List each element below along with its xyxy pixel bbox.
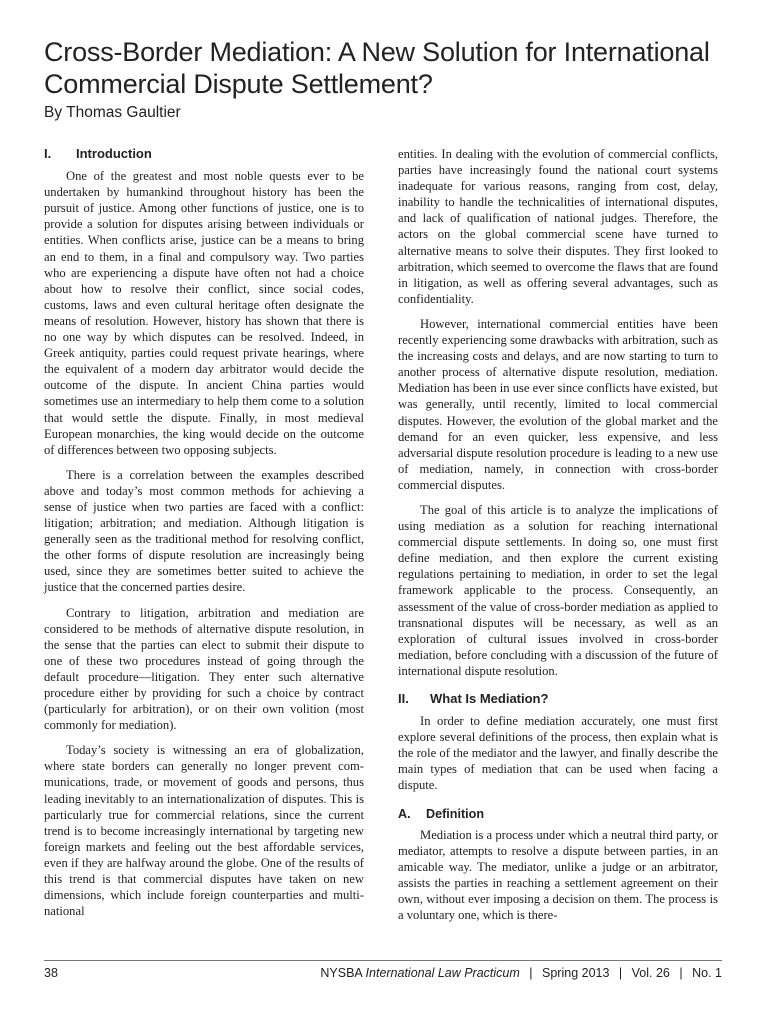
- paragraph: One of the greatest and most noble quests ever to be undertaken by humankind throughout history has been the pursuit of justice. Among other functions of justice, one is to provide a solution for disputes arising between individuals or entities. When conflicts arise, justice can be a means to bring an end to them, in a final and compulsory way. Two parties who are experiencing a dispute have often not had a choice about how to resolve their conflict, since social codes, customs, laws and even cultural heritage often designate the means of resolution. However, history has shown that there is no one way by which disputes can be resolved. Indeed, in Greek antiquity, parties could request private hearings, where the equivalent of a modern day arbitrator would decide the outcome of the dispute. In ancient China parties would sometimes use an intermediary to help them come to a solution that would settle the dispute. Finally, in most medieval European monarchies, the king would decide on the outcome of differences between two opposing subjects.: [44, 169, 364, 457]
- section-title: Introduction: [76, 146, 152, 161]
- section-number: II.: [398, 691, 409, 706]
- page-footer: [44, 966, 722, 980]
- left-column: [44, 146, 364, 928]
- issue-number: No. 1: [692, 966, 722, 980]
- subsection-heading-definition: [398, 806, 718, 822]
- footer-divider: [44, 960, 722, 961]
- section-title: What Is Mediation?: [430, 691, 549, 706]
- volume: Vol. 26: [631, 966, 670, 980]
- paragraph: However, international commercial entities have been recently experiencing some drawbacks with arbitration, such as the increasing costs and delays, and are now starting to turn to another process of alternative dispute resolution, mediation. Mediation has been in use ever since conflicts have existed, but was generally, until recently, limited to local commercial disputes. However, the evolution of the global market and the demand for an even quicker, less expensive, and less adversarial dispute resolution procedure is leading to a new use of mediation, namely, in connection with cross-border commercial disputes.: [398, 316, 718, 492]
- right-column: [398, 146, 718, 932]
- paragraph: entities. In dealing with the evolution of commercial conflicts, parties have increasingly found the national court systems inadequate for various reasons, ranging from cost, delay, inability to handle the technicalities of international disputes, and lack of qualification of national judges. Therefore, the actors on the global commercial scene have turned to alternative means to solve their disputes. They first looked to arbitration, which seemed to overcome the flaws that are found in litigation, as well as offering several advantages, such as confidentiality.: [398, 147, 718, 306]
- section-number: I.: [44, 146, 52, 161]
- section-heading-introduction: [44, 146, 364, 162]
- publisher: NYSBA: [320, 966, 363, 980]
- paragraph: The goal of this article is to analyze the implications of using mediation as a solution for reaching international commercial dispute settlements. In doing so, one must first define mediation, and then explore the current existing regulations pertaining to mediation, in order to set the legal framework applicable to the process. Consequently, an assessment of the value of cross-border mediation as applied to transnational disputes will be necessary, as well as an exploration of cultural issues involved in cross-border mediation, before concluding with a discussion of the future of international dispute resolution.: [398, 502, 718, 678]
- section-heading-what-is-mediation: [398, 691, 718, 707]
- separator: |: [679, 966, 683, 980]
- article-title: Cross-Border Mediation: A New Solution for International Commercial Dispute Settlement?: [44, 37, 710, 99]
- subsection-title: Definition: [426, 806, 485, 821]
- journal-name: International Law Practicum: [365, 966, 520, 980]
- article-author: By Thomas Gaultier: [44, 104, 181, 121]
- paragraph: There is a correlation between the examples described above and today’s most common methods for achieving a sense of justice when two parties are faced with a conflict: litigation; arbitration; and mediation. Although litigation is generally seen as the traditional method for resolving conflict, the other forms of dispute resolution are increasingly being used, since they are sometimes better suited to achieve the justice that the concerned parties desire.: [44, 467, 364, 595]
- page-number: 38: [44, 966, 58, 980]
- subsection-number: A.: [398, 806, 411, 821]
- paragraph: Today’s society is witnessing an era of globalization, where state borders can generally no longer prevent communications, trade, or movement of goods and persons, thus leading inevitably to an internationalization of disputes. This is particularly true for commercial relations, since the current trend is to become increasingly international by targeting new foreign markets and feeling out the best affordable services, even if they are halfway around the globe. One of the results of this trend is that commercial disputes have taken on new dimensions, which include foreign counterparties and multi-national: [44, 743, 364, 919]
- separator: |: [529, 966, 533, 980]
- paragraph: Contrary to litigation, arbitration and mediation are considered to be methods of alternative dispute resolution, in the sense that the parties can elect to submit their dispute to one of these two procedures instead of going through the default procedure—litigation. They enter such alternative procedure either by providing for such a choice by contract (particularly for arbitration), or on their own volition (most commonly for mediation).: [44, 605, 364, 733]
- paragraph: Mediation is a process under which a neutral third party, or mediator, attempts to resolve a dispute between parties, in an amicable way. The mediator, unlike a judge or an arbitrator, assists the parties in reaching a settlement agreement on their own, without ever imposing a decision on them. The process is a voluntary one, which is there-: [398, 827, 718, 923]
- paragraph: In order to define mediation accurately, one must first explore several definitions of the process, then explain what is the role of the mediator and the lawyer, and finally describe the main types of mediation that can be used when facing a dispute.: [398, 714, 718, 793]
- separator: |: [618, 966, 623, 980]
- footer-citation: [320, 966, 722, 980]
- issue-season: Spring 2013: [542, 966, 610, 980]
